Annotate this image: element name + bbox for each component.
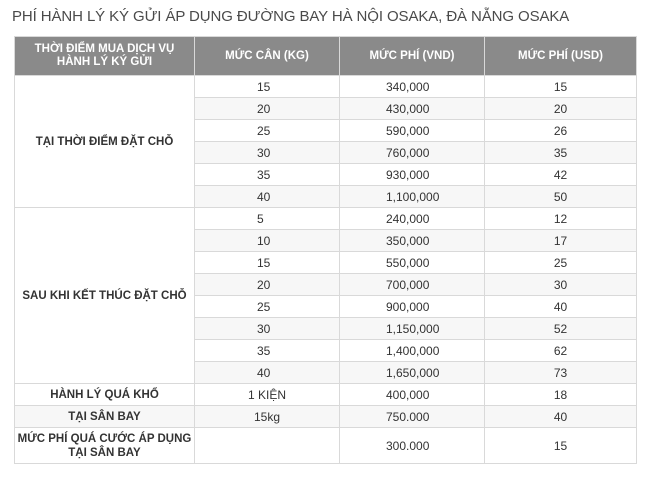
oversized-baggage-label: HÀNH LÝ QUÁ KHỔ (15, 384, 195, 406)
fee-usd-cell: 15 (485, 76, 637, 98)
fee-usd-cell: 50 (485, 186, 637, 208)
fee-usd-cell: 40 (485, 296, 637, 318)
fee-vnd-cell: 700,000 (340, 274, 485, 296)
fee-vnd-cell: 750.000 (340, 406, 485, 428)
table-row (15, 384, 637, 406)
airport-excess-fee-label: MỨC PHÍ QUÁ CƯỚC ÁP DỤNG TẠI SÂN BAY (15, 428, 195, 464)
header-fee-vnd: MỨC PHÍ (VND) (340, 37, 485, 76)
header-fee-usd: MỨC PHÍ (USD) (485, 37, 637, 76)
weight-cell: 20 (195, 98, 340, 120)
fee-vnd-cell: 1,150,000 (340, 318, 485, 340)
baggage-fee-table (14, 36, 637, 464)
fee-usd-cell: 18 (485, 384, 637, 406)
fee-vnd-cell: 240,000 (340, 208, 485, 230)
table-row (15, 76, 637, 98)
weight-cell: 40 (195, 186, 340, 208)
group-label-booking: TẠI THỜI ĐIỂM ĐẶT CHỖ (15, 76, 195, 208)
fee-vnd-cell: 590,000 (340, 120, 485, 142)
weight-cell: 30 (195, 142, 340, 164)
fee-vnd-cell: 1,650,000 (340, 362, 485, 384)
fee-usd-cell: 25 (485, 252, 637, 274)
group-label-after-booking: SAU KHI KẾT THÚC ĐẶT CHỖ (15, 208, 195, 384)
fee-usd-cell: 35 (485, 142, 637, 164)
weight-cell: 25 (195, 120, 340, 142)
fee-usd-cell: 17 (485, 230, 637, 252)
table-body (15, 76, 637, 464)
fee-vnd-cell: 1,400,000 (340, 340, 485, 362)
weight-cell: 35 (195, 340, 340, 362)
weight-cell: 35 (195, 164, 340, 186)
weight-cell: 15 (195, 252, 340, 274)
weight-cell: 15kg (195, 406, 340, 428)
fee-usd-cell: 26 (485, 120, 637, 142)
fee-usd-cell: 12 (485, 208, 637, 230)
page-title: PHÍ HÀNH LÝ KÝ GỬI ÁP DỤNG ĐƯỜNG BAY HÀ NỘI OSAKA, ĐÀ NẴNG OSAKA (12, 8, 570, 25)
fee-usd-cell: 40 (485, 406, 637, 428)
fee-vnd-cell: 900,000 (340, 296, 485, 318)
table-row (15, 208, 637, 230)
fee-vnd-cell: 340,000 (340, 76, 485, 98)
fee-vnd-cell: 760,000 (340, 142, 485, 164)
fee-usd-cell: 15 (485, 428, 637, 464)
fee-usd-cell: 30 (485, 274, 637, 296)
at-airport-label: TẠI SÂN BAY (15, 406, 195, 428)
fee-vnd-cell: 550,000 (340, 252, 485, 274)
fee-usd-cell: 20 (485, 98, 637, 120)
table-header-row (15, 37, 637, 76)
fee-usd-cell: 42 (485, 164, 637, 186)
weight-cell: 5 (195, 208, 340, 230)
weight-cell: 30 (195, 318, 340, 340)
fee-vnd-cell: 930,000 (340, 164, 485, 186)
fee-usd-cell: 73 (485, 362, 637, 384)
header-weight: MỨC CÂN (KG) (195, 37, 340, 76)
weight-cell: 15 (195, 76, 340, 98)
fee-vnd-cell: 1,100,000 (340, 186, 485, 208)
weight-cell: 1 KIỆN (195, 384, 340, 406)
fee-vnd-cell: 430,000 (340, 98, 485, 120)
weight-cell: 20 (195, 274, 340, 296)
weight-cell: 40 (195, 362, 340, 384)
fee-vnd-cell: 400,000 (340, 384, 485, 406)
header-purchase-time: THỜI ĐIỂM MUA DỊCH VỤ HÀNH LÝ KÝ GỬI (15, 37, 195, 76)
table-row (15, 428, 637, 464)
fee-vnd-cell: 350,000 (340, 230, 485, 252)
table-row (15, 406, 637, 428)
weight-cell (195, 428, 340, 464)
fee-usd-cell: 62 (485, 340, 637, 362)
weight-cell: 25 (195, 296, 340, 318)
weight-cell: 10 (195, 230, 340, 252)
fee-vnd-cell: 300.000 (340, 428, 485, 464)
fee-usd-cell: 52 (485, 318, 637, 340)
